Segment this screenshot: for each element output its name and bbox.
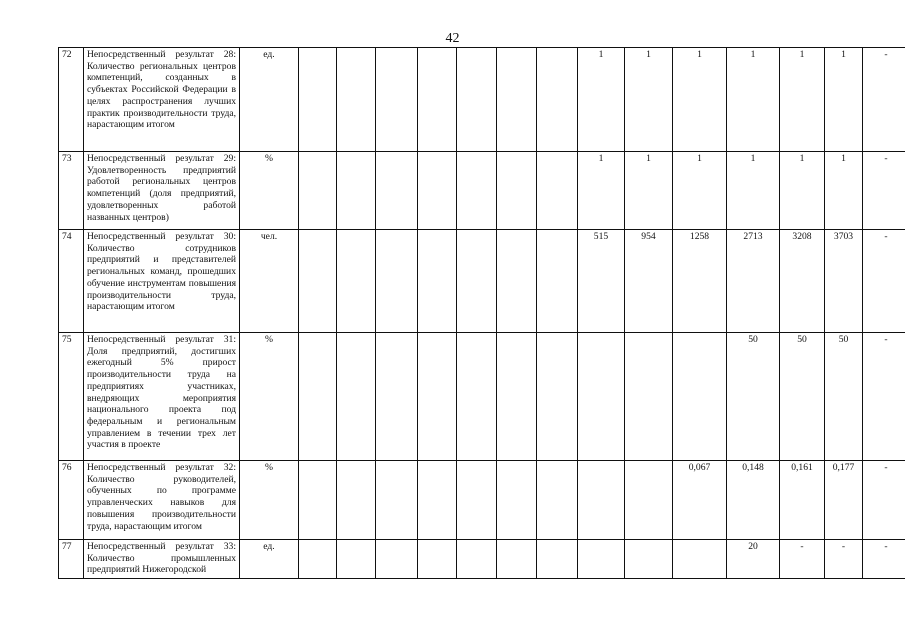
- indicator-name: Непосредственный результат 28: Количество региональных центров компетенций, созданных в субъектах Российской Федерации в целях распространения лучших практик производительности труда, нарастающим итогом: [84, 48, 240, 152]
- value-cell: 1: [825, 48, 863, 152]
- value-cell: [578, 333, 625, 461]
- table-row: [59, 333, 905, 461]
- table-body: [59, 48, 905, 579]
- value-cell: 50: [727, 333, 780, 461]
- value-cell: [299, 230, 337, 333]
- value-cell: 0,067: [673, 461, 727, 540]
- value-cell: [578, 540, 625, 579]
- value-cell: [337, 230, 376, 333]
- value-cell: 954: [625, 230, 673, 333]
- value-cell: [537, 48, 578, 152]
- value-cell: [537, 230, 578, 333]
- value-cell: [418, 461, 457, 540]
- value-cell: 1: [578, 48, 625, 152]
- row-number: 72: [59, 48, 84, 152]
- value-cell: 1: [578, 152, 625, 230]
- value-cell: [418, 540, 457, 579]
- value-cell: 1: [825, 152, 863, 230]
- value-cell: [673, 333, 727, 461]
- value-cell: [625, 333, 673, 461]
- value-cell: -: [863, 230, 905, 333]
- unit-of-measure: %: [240, 461, 299, 540]
- value-cell: 0,161: [780, 461, 825, 540]
- value-cell: [537, 461, 578, 540]
- table-row: [59, 540, 905, 579]
- value-cell: 1: [727, 152, 780, 230]
- value-cell: 515: [578, 230, 625, 333]
- table-row: [59, 48, 905, 152]
- table-row: [59, 230, 905, 333]
- table-row: [59, 461, 905, 540]
- value-cell: [299, 333, 337, 461]
- value-cell: -: [863, 48, 905, 152]
- value-cell: -: [825, 540, 863, 579]
- row-number: 74: [59, 230, 84, 333]
- value-cell: 2713: [727, 230, 780, 333]
- indicators-table: [58, 47, 905, 579]
- value-cell: 50: [780, 333, 825, 461]
- value-cell: -: [863, 540, 905, 579]
- value-cell: 1: [727, 48, 780, 152]
- value-cell: [299, 152, 337, 230]
- value-cell: 1: [673, 152, 727, 230]
- table-row: [59, 152, 905, 230]
- indicator-name: Непосредственный результат 33: Количество промышленных предприятий Нижегородской: [84, 540, 240, 579]
- value-cell: [418, 48, 457, 152]
- unit-of-measure: ед.: [240, 540, 299, 579]
- indicator-name: Непосредственный результат 30: Количество сотрудников предприятий и представителей региональных команд, прошедших обучение инструментам повышения производительности труда, нарастающим итогом: [84, 230, 240, 333]
- value-cell: [497, 461, 537, 540]
- value-cell: [299, 540, 337, 579]
- value-cell: 1: [780, 48, 825, 152]
- value-cell: [337, 540, 376, 579]
- value-cell: -: [780, 540, 825, 579]
- value-cell: 20: [727, 540, 780, 579]
- value-cell: [376, 540, 418, 579]
- unit-of-measure: чел.: [240, 230, 299, 333]
- value-cell: -: [863, 333, 905, 461]
- value-cell: 1: [673, 48, 727, 152]
- value-cell: 0,177: [825, 461, 863, 540]
- value-cell: 3703: [825, 230, 863, 333]
- value-cell: [673, 540, 727, 579]
- value-cell: [457, 230, 497, 333]
- row-number: 73: [59, 152, 84, 230]
- value-cell: [537, 152, 578, 230]
- indicator-name: Непосредственный результат 32: Количество руководителей, обученных по программе управленческих навыков для повышения производительности труда, нарастающим итогом: [84, 461, 240, 540]
- unit-of-measure: %: [240, 333, 299, 461]
- value-cell: 3208: [780, 230, 825, 333]
- indicator-name: Непосредственный результат 29: Удовлетворенность предприятий работой региональных центров компетенций (доля предприятий, удовлетворенных работой названных центров): [84, 152, 240, 230]
- value-cell: 0,148: [727, 461, 780, 540]
- value-cell: 1: [625, 48, 673, 152]
- value-cell: [497, 540, 537, 579]
- value-cell: [418, 333, 457, 461]
- unit-of-measure: ед.: [240, 48, 299, 152]
- value-cell: [497, 230, 537, 333]
- value-cell: 1: [625, 152, 673, 230]
- value-cell: [625, 540, 673, 579]
- value-cell: [337, 152, 376, 230]
- value-cell: [337, 48, 376, 152]
- value-cell: -: [863, 461, 905, 540]
- value-cell: [497, 333, 537, 461]
- value-cell: [376, 461, 418, 540]
- value-cell: -: [863, 152, 905, 230]
- indicator-name: Непосредственный результат 31: Доля предприятий, достигших ежегодный 5% прирост производительности труда на предприятиях участниках, внедряющих мероприятия национального проекта под федеральным и региональным управлением в течении трех лет участия в проекте: [84, 333, 240, 461]
- row-number: 77: [59, 540, 84, 579]
- value-cell: [376, 152, 418, 230]
- value-cell: [537, 333, 578, 461]
- value-cell: [376, 230, 418, 333]
- value-cell: 1258: [673, 230, 727, 333]
- value-cell: 1: [780, 152, 825, 230]
- value-cell: [299, 48, 337, 152]
- value-cell: [376, 48, 418, 152]
- value-cell: [497, 48, 537, 152]
- value-cell: [299, 461, 337, 540]
- row-number: 76: [59, 461, 84, 540]
- row-number: 75: [59, 333, 84, 461]
- unit-of-measure: %: [240, 152, 299, 230]
- value-cell: [418, 230, 457, 333]
- value-cell: [578, 461, 625, 540]
- page-number: 42: [445, 31, 460, 46]
- value-cell: [625, 461, 673, 540]
- value-cell: 50: [825, 333, 863, 461]
- value-cell: [376, 333, 418, 461]
- value-cell: [337, 333, 376, 461]
- value-cell: [497, 152, 537, 230]
- value-cell: [457, 461, 497, 540]
- value-cell: [457, 540, 497, 579]
- value-cell: [418, 152, 457, 230]
- value-cell: [457, 152, 497, 230]
- value-cell: [537, 540, 578, 579]
- value-cell: [337, 461, 376, 540]
- value-cell: [457, 48, 497, 152]
- value-cell: [457, 333, 497, 461]
